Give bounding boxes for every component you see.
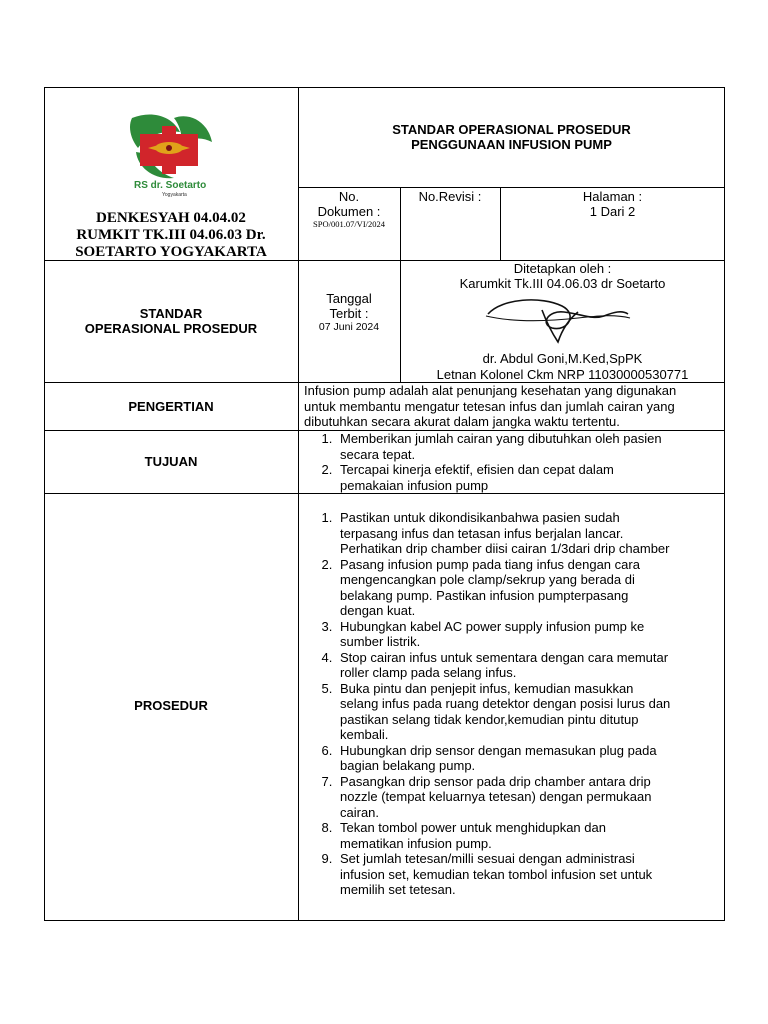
list-item-line: 6. Hubungkan drip sensor dengan memasukan plug pada [340, 742, 657, 758]
list-item-line: 2. Tercapai kinerja efektif, efisien dan cepat dalam [340, 462, 614, 477]
tujuan-label: TUJUAN [144, 454, 198, 469]
logo-city: Yogyakarta [162, 192, 187, 198]
prosedur-label: PROSEDUR [134, 698, 208, 713]
pengertian-line: dibutuhkan secara akurat dalam jangka waktu tertentu. [304, 414, 620, 429]
document-title-line-2: PENGGUNAAN INFUSION PUMP [411, 137, 612, 152]
list-item [336, 462, 725, 493]
list-item-line: belakang pump. Pastikan infusion pumpterpasang [340, 587, 629, 603]
halaman-value: 1 Dari 2 [589, 204, 636, 219]
signer-rank: Letnan Kolonel Ckm NRP 11030000530771 [436, 367, 689, 382]
sop-label-line-1: STANDAR [139, 306, 203, 321]
list-item [336, 510, 725, 557]
halaman-label: Halaman : [582, 189, 643, 204]
org-line-2: RUMKIT TK.III 04.06.03 Dr. [76, 227, 266, 243]
list-item-line: roller clamp pada selang infus. [340, 665, 517, 680]
prosedur-list [298, 510, 725, 898]
pengertian-label: PENGERTIAN [128, 399, 214, 414]
no-dokumen-value: SPO/001.07/VI/2024 [312, 219, 386, 229]
org-line-1: DENKESYAH 04.04.02 [96, 210, 246, 226]
tanggal-value: 07 Juni 2024 [318, 321, 380, 333]
list-item [336, 681, 725, 743]
list-item-line: 1. Pastikan untuk dikondisikanbahwa pasien sudah [340, 510, 620, 525]
ditetapkan-line-2: Karumkit Tk.III 04.06.03 dr Soetarto [459, 276, 666, 291]
ditetapkan-line-1: Ditetapkan oleh : [513, 261, 612, 276]
list-item-line: 2. Pasang infusion pump pada tiang infus dengan cara [340, 556, 640, 572]
no-revisi-label: No.Revisi : [418, 189, 482, 204]
list-item [336, 557, 725, 619]
list-item-line: terpasang infus dan tetasan infus berjalan lancar. [340, 525, 624, 541]
list-item-line: sumber listrik. [340, 634, 421, 649]
signature [482, 292, 632, 352]
list-item-line: 4. Stop cairan infus untuk sementara dengan cara memutar [340, 649, 669, 665]
list-item-line: dengan kuat. [340, 603, 416, 618]
tanggal-label-2: Terbit : [329, 306, 369, 321]
list-item [336, 743, 725, 774]
list-item-line: mengencangkan pole clamp/sekrup yang berada di [340, 572, 635, 587]
list-item-line: 5. Buka pintu dan penjepit infus, kemudian masukkan [340, 680, 634, 696]
list-item [336, 851, 725, 898]
list-item-line: Perhatikan drip chamber diisi cairan 1/3dari drip chamber [340, 541, 670, 556]
row-divider [298, 187, 725, 188]
hospital-logo [118, 108, 228, 200]
list-item-line: infusion set, kemudian tekan tombol infusion set untuk [340, 866, 653, 882]
list-item-line: pastikan selang tidak kendor,kemudian pintu ditutup [340, 711, 639, 727]
list-item-line: bagian belakang pump. [340, 758, 476, 773]
list-item-line: 9. Set jumlah tetesan/milli sesuai dengan administrasi [340, 851, 635, 866]
list-item-line: 7. Pasangkan drip sensor pada drip chamber antara drip [340, 773, 651, 789]
list-item [336, 650, 725, 681]
list-item-line: 1. Memberikan jumlah cairan yang dibutuhkan oleh pasien [340, 431, 662, 446]
list-item-line: kembali. [340, 727, 389, 742]
tujuan-list [298, 430, 725, 493]
list-item [336, 774, 725, 821]
list-item-line: memilih set tetesan. [340, 882, 456, 897]
list-item-line: selang infus pada ruang detektor dengan posisi lurus dan [340, 696, 671, 711]
pengertian-line: untuk membantu mengatur tetesan infus dan jumlah cairan yang [304, 399, 675, 414]
logo-text: RS dr. Soetarto [134, 180, 207, 191]
no-dokumen-label-2: Dokumen : [317, 204, 381, 219]
document-title-line-1: STANDAR OPERASIONAL PROSEDUR [392, 122, 631, 137]
list-item-line: mematikan infusion pump. [340, 835, 492, 851]
signer-name: dr. Abdul Goni,M.Ked,SpPK [482, 351, 643, 366]
list-item-line: secara tepat. [340, 446, 416, 462]
list-item-line: 3. Hubungkan kabel AC power supply infusion pump ke [340, 618, 645, 634]
list-item-line: 8. Tekan tombol power untuk menghidupkan dan [340, 820, 606, 835]
sop-label-line-2: OPERASIONAL PROSEDUR [84, 321, 258, 336]
row-divider [44, 493, 725, 494]
pengertian-line: Infusion pump adalah alat penunjang kesehatan yang digunakan [304, 383, 677, 398]
list-item-line: nozzle (tempat keluarnya tetesan) dengan permukaan [340, 789, 652, 804]
list-item [336, 619, 725, 650]
org-line-3: SOETARTO YOGYAKARTA [75, 244, 267, 260]
list-item-line: pemakaian infusion pump [340, 477, 489, 493]
list-item [336, 820, 725, 851]
list-item-line: cairan. [340, 804, 380, 820]
no-dokumen-label-1: No. [338, 189, 360, 204]
tanggal-label-1: Tanggal [326, 291, 372, 306]
list-item [336, 431, 725, 462]
